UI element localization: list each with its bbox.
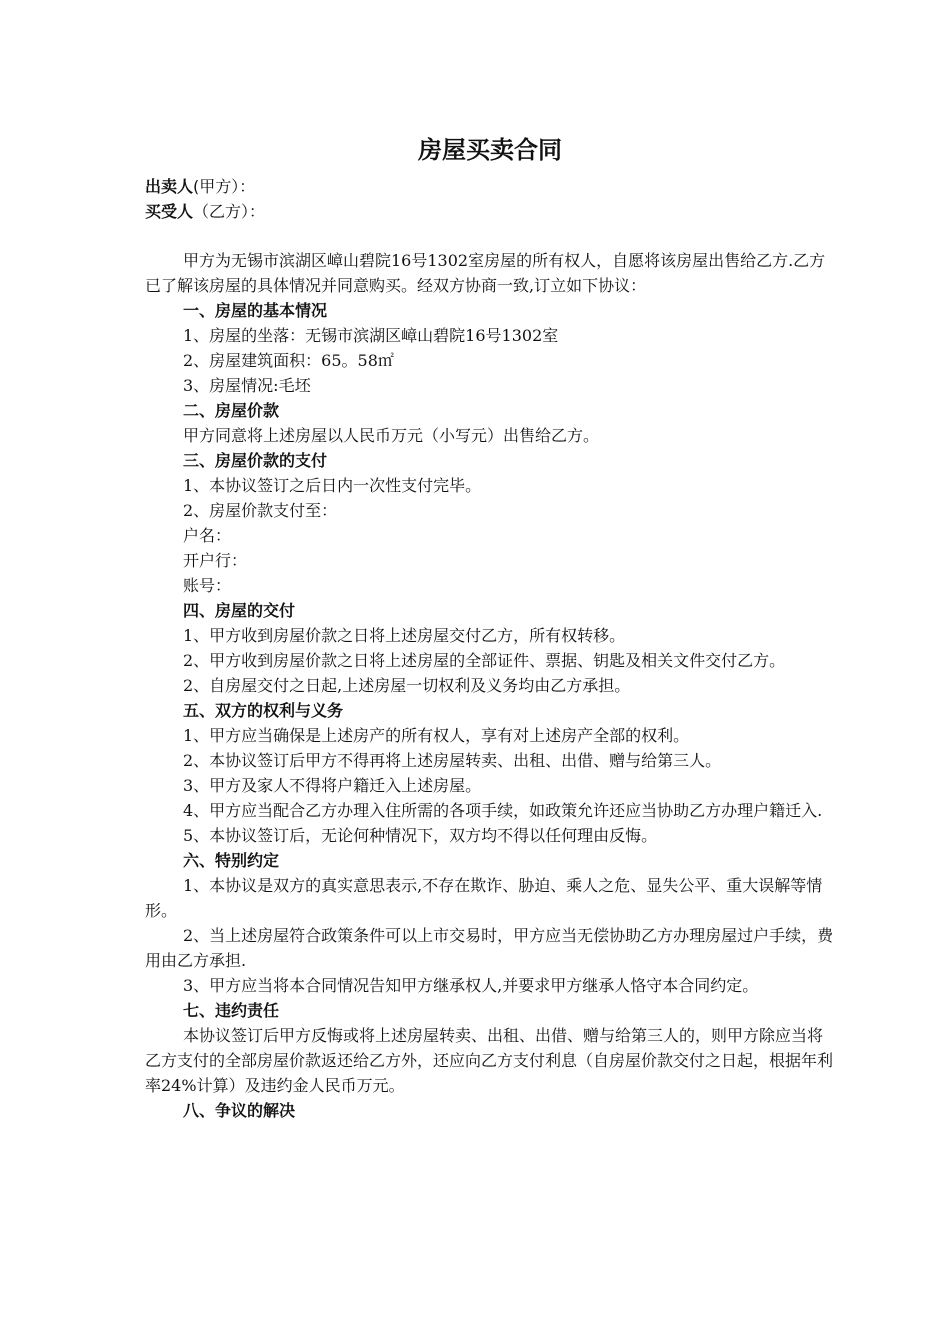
payment-bank: 开户行： <box>183 551 248 570</box>
breach-paragraph: 本协议签订后甲方反悔或将上述房屋转卖、出租、出借、赠与给第三人的，则甲方除应当将乙方支付的全部房屋价款返还给乙方外，还应向乙方支付利息（自房屋价款交付之日起，根据年利率24%计算）及违约金人民币万元。 <box>145 1026 834 1095</box>
special-item: 1、本协议是双方的真实意思表示,不存在欺诈、胁迫、乘人之危、显失公平、重大误解等情形。 <box>145 876 823 920</box>
rights-item: 5、本协议签订后，无论何种情况下，双方均不得以任何理由反悔。 <box>183 826 658 845</box>
spacer <box>145 224 835 248</box>
seller-suffix: (甲方）： <box>193 177 256 196</box>
delivery-item: 2、自房屋交付之日起,上述房屋一切权利及义务均由乙方承担。 <box>183 676 631 695</box>
special-item: 3、甲方应当将本合同情况告知甲方继承权人,并要求甲方继承人恪守本合同约定。 <box>183 976 759 995</box>
section-heading-price: 二、房屋价款 <box>183 401 280 420</box>
price-paragraph: 甲方同意将上述房屋以人民币万元（小写元）出售给乙方。 <box>183 426 600 445</box>
document-title: 房屋买卖合同 <box>418 136 562 164</box>
intro-paragraph: 甲方为无锡市滨湖区嶂山碧院16号1302室房屋的所有权人，自愿将该房屋出售给乙方.乙方已了解该房屋的具体情况并同意购买。经双方协商一致,订立如下协议： <box>145 251 826 295</box>
section-heading-breach: 七、违约责任 <box>183 1001 280 1020</box>
payment-account-number: 账号： <box>183 576 232 595</box>
section-heading-basic: 一、房屋的基本情况 <box>183 301 328 320</box>
document-body <box>145 132 835 1123</box>
payment-item: 2、房屋价款支付至： <box>183 501 338 520</box>
rights-item: 3、甲方及家人不得将户籍迁入上述房屋。 <box>183 776 482 795</box>
payment-item: 1、本协议签订之后日内一次性支付完毕。 <box>183 476 482 495</box>
payment-account-name: 户名： <box>183 526 232 545</box>
basic-item: 3、房屋情况:毛坯 <box>183 376 311 395</box>
special-item: 2、当上述房屋符合政策条件可以上市交易时，甲方应当无偿协助乙方办理房屋过户手续，费用由乙方承担. <box>145 926 834 970</box>
section-heading-payment: 三、房屋价款的支付 <box>183 451 328 470</box>
buyer-line <box>145 199 835 224</box>
section-heading-rights: 五、双方的权利与义务 <box>183 701 344 720</box>
rights-item: 2、本协议签订后甲方不得再将上述房屋转卖、出租、出借、赠与给第三人。 <box>183 751 722 770</box>
section-heading-delivery: 四、房屋的交付 <box>183 601 296 620</box>
rights-item: 4、甲方应当配合乙方办理入住所需的各项手续，如政策允许还应当协助乙方办理户籍迁入. <box>183 801 823 820</box>
buyer-suffix: （乙方）： <box>193 202 266 221</box>
buyer-label: 买受人 <box>145 202 194 221</box>
seller-line <box>145 174 835 199</box>
section-heading-dispute: 八、争议的解决 <box>183 1101 296 1120</box>
seller-label: 出卖人 <box>145 177 194 196</box>
section-heading-special: 六、特别约定 <box>183 851 280 870</box>
rights-item: 1、甲方应当确保是上述房产的所有权人，享有对上述房产全部的权利。 <box>183 726 690 745</box>
delivery-item: 1、甲方收到房屋价款之日将上述房屋交付乙方，所有权转移。 <box>183 626 626 645</box>
basic-item: 1、房屋的坐落：无锡市滨湖区嶂山碧院16号1302室 <box>183 326 559 345</box>
basic-item: 2、房屋建筑面积：65。58㎡ <box>183 351 394 370</box>
delivery-item: 2、甲方收到房屋价款之日将上述房屋的全部证件、票据、钥匙及相关文件交付乙方。 <box>183 651 786 670</box>
